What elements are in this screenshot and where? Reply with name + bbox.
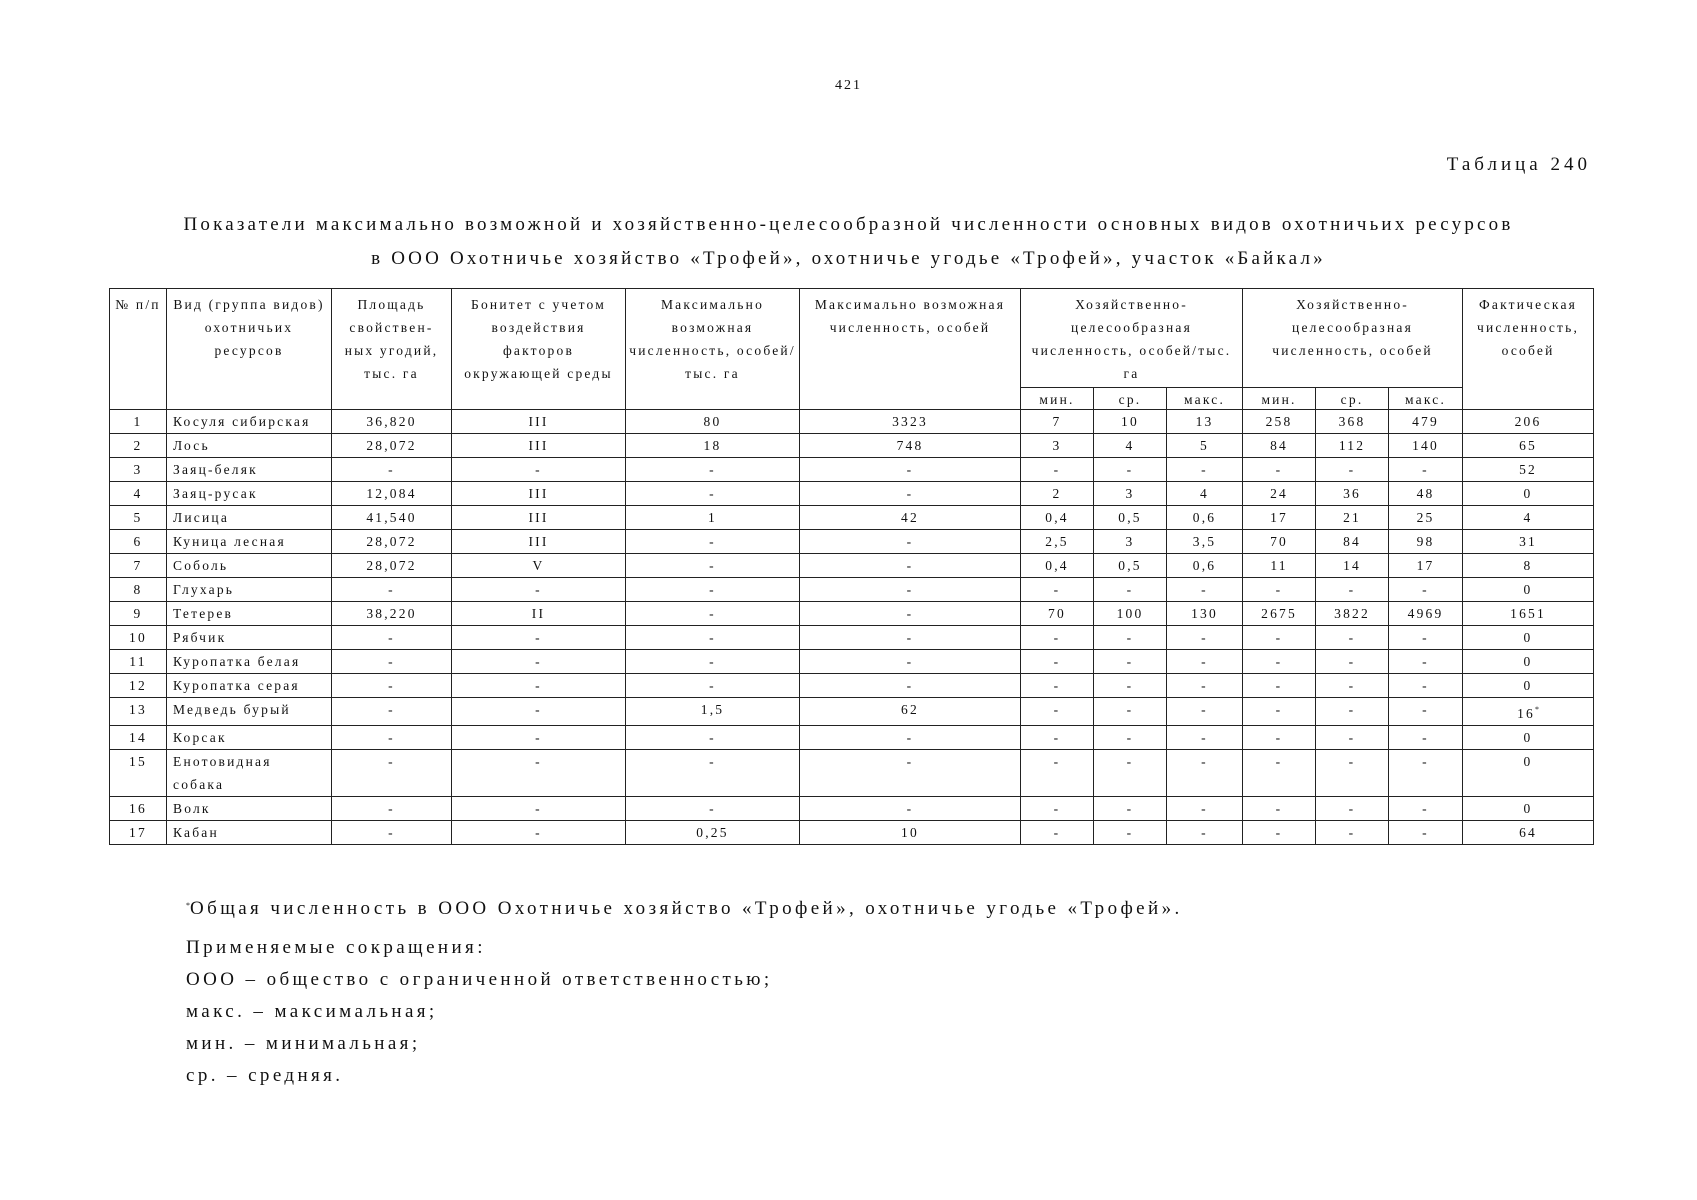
cell-density-avg: 0,5 (1094, 554, 1167, 578)
cell-bonitet: II (452, 602, 626, 626)
cell-max-count: - (800, 530, 1021, 554)
cell-count-max: 479 (1389, 410, 1463, 434)
cell-count-min: 11 (1243, 554, 1316, 578)
cell-num: 11 (110, 650, 167, 674)
cell-count-min: 84 (1243, 434, 1316, 458)
header-num: № п/п (110, 289, 167, 410)
cell-density-max: 3,5 (1167, 530, 1243, 554)
cell-density-avg: - (1094, 797, 1167, 821)
table-row (110, 698, 1594, 726)
cell-species: Соболь (167, 554, 332, 578)
cell-density-avg: 10 (1094, 410, 1167, 434)
cell-density-avg: - (1094, 578, 1167, 602)
cell-density-min: 70 (1021, 602, 1094, 626)
cell-bonitet: III (452, 506, 626, 530)
cell-bonitet: V (452, 554, 626, 578)
cell-bonitet: - (452, 578, 626, 602)
cell-count-max: 4969 (1389, 602, 1463, 626)
cell-density-avg: 0,5 (1094, 506, 1167, 530)
cell-density-min: - (1021, 578, 1094, 602)
cell-density-max: - (1167, 674, 1243, 698)
cell-area: 12,084 (332, 482, 452, 506)
cell-count-min: 24 (1243, 482, 1316, 506)
cell-max-density: 18 (626, 434, 800, 458)
cell-num: 1 (110, 410, 167, 434)
footnote-mark: * (186, 901, 190, 910)
cell-max-count: - (800, 482, 1021, 506)
cell-actual: 1651 (1463, 602, 1594, 626)
cell-area: - (332, 458, 452, 482)
cell-species: Кабан (167, 821, 332, 845)
cell-density-max: - (1167, 458, 1243, 482)
cell-density-min: - (1021, 821, 1094, 845)
cell-count-min: - (1243, 797, 1316, 821)
cell-count-avg: - (1316, 821, 1389, 845)
cell-density-max: 5 (1167, 434, 1243, 458)
cell-num: 6 (110, 530, 167, 554)
cell-count-avg: 21 (1316, 506, 1389, 530)
cell-area: - (332, 650, 452, 674)
cell-max-count: 62 (800, 698, 1021, 726)
abbreviations-title: Применяемые сокращения: (186, 937, 486, 958)
cell-count-avg: 14 (1316, 554, 1389, 578)
table-row (110, 626, 1594, 650)
table-row (110, 726, 1594, 750)
cell-density-avg: - (1094, 750, 1167, 797)
cell-count-max: 25 (1389, 506, 1463, 530)
cell-density-avg: - (1094, 650, 1167, 674)
cell-max-density: - (626, 578, 800, 602)
cell-count-min: - (1243, 726, 1316, 750)
cell-bonitet: - (452, 750, 626, 797)
cell-area: 41,540 (332, 506, 452, 530)
cell-num: 14 (110, 726, 167, 750)
cell-count-avg: - (1316, 458, 1389, 482)
cell-count-avg: 36 (1316, 482, 1389, 506)
cell-actual: 52 (1463, 458, 1594, 482)
table-row (110, 650, 1594, 674)
cell-max-count: - (800, 458, 1021, 482)
cell-count-max: - (1389, 578, 1463, 602)
cell-count-avg: - (1316, 578, 1389, 602)
table-row (110, 578, 1594, 602)
cell-count-max: - (1389, 797, 1463, 821)
cell-count-avg: - (1316, 626, 1389, 650)
cell-bonitet: - (452, 698, 626, 726)
cell-count-max: - (1389, 750, 1463, 797)
cell-count-avg: - (1316, 674, 1389, 698)
cell-species: Лисица (167, 506, 332, 530)
cell-density-avg: - (1094, 674, 1167, 698)
cell-density-max: - (1167, 750, 1243, 797)
cell-density-max: 13 (1167, 410, 1243, 434)
cell-density-min: - (1021, 750, 1094, 797)
cell-density-avg: - (1094, 626, 1167, 650)
cell-num: 12 (110, 674, 167, 698)
cell-count-min: - (1243, 698, 1316, 726)
cell-bonitet: III (452, 530, 626, 554)
cell-bonitet: - (452, 726, 626, 750)
cell-max-density: - (626, 797, 800, 821)
cell-species: Тетерев (167, 602, 332, 626)
cell-area: 28,072 (332, 530, 452, 554)
cell-density-avg: 3 (1094, 530, 1167, 554)
cell-density-min: - (1021, 650, 1094, 674)
cell-density-min: 0,4 (1021, 554, 1094, 578)
cell-count-min: - (1243, 750, 1316, 797)
cell-density-max: - (1167, 821, 1243, 845)
cell-bonitet: III (452, 434, 626, 458)
cell-num: 4 (110, 482, 167, 506)
cell-count-avg: 84 (1316, 530, 1389, 554)
cell-num: 15 (110, 750, 167, 797)
cell-count-avg: - (1316, 726, 1389, 750)
cell-count-max: - (1389, 726, 1463, 750)
cell-max-density: 1 (626, 506, 800, 530)
cell-area: - (332, 578, 452, 602)
cell-density-min: - (1021, 458, 1094, 482)
cell-actual: 0 (1463, 750, 1594, 797)
cell-actual: 64 (1463, 821, 1594, 845)
cell-count-avg: 112 (1316, 434, 1389, 458)
header-density-min: мин. (1021, 388, 1094, 410)
cell-count-min: - (1243, 626, 1316, 650)
cell-density-avg: - (1094, 726, 1167, 750)
cell-density-min: 7 (1021, 410, 1094, 434)
cell-bonitet: - (452, 797, 626, 821)
header-count-min: мин. (1243, 388, 1316, 410)
cell-max-density: - (626, 650, 800, 674)
cell-density-max: 0,6 (1167, 554, 1243, 578)
cell-bonitet: - (452, 674, 626, 698)
header-max-density: Максимально возможная численность, особей/тыс. га (626, 289, 800, 410)
cell-actual: 0 (1463, 726, 1594, 750)
cell-count-max: - (1389, 650, 1463, 674)
cell-actual: 31 (1463, 530, 1594, 554)
cell-species: Куропатка белая (167, 650, 332, 674)
cell-max-count: - (800, 750, 1021, 797)
cell-actual: 206 (1463, 410, 1594, 434)
cell-area: - (332, 674, 452, 698)
cell-species: Корсак (167, 726, 332, 750)
cell-area: - (332, 698, 452, 726)
cell-species: Куропатка серая (167, 674, 332, 698)
cell-count-min: 258 (1243, 410, 1316, 434)
cell-species: Заяц-русак (167, 482, 332, 506)
cell-max-count: - (800, 797, 1021, 821)
cell-max-count: 42 (800, 506, 1021, 530)
cell-count-max: - (1389, 626, 1463, 650)
cell-count-max: 17 (1389, 554, 1463, 578)
cell-species: Косуля сибирская (167, 410, 332, 434)
cell-species: Глухарь (167, 578, 332, 602)
cell-count-min: - (1243, 578, 1316, 602)
table-label: Таблица 240 (1446, 154, 1591, 175)
cell-species: Волк (167, 797, 332, 821)
header-eco-density: Хозяйственно-целесообразная численность, особей/тыс. га (1021, 289, 1243, 388)
cell-max-density: 80 (626, 410, 800, 434)
cell-max-count: - (800, 674, 1021, 698)
cell-count-avg: - (1316, 650, 1389, 674)
cell-max-count: - (800, 726, 1021, 750)
cell-count-avg: 3822 (1316, 602, 1389, 626)
cell-num: 10 (110, 626, 167, 650)
cell-max-count: 748 (800, 434, 1021, 458)
cell-bonitet: III (452, 410, 626, 434)
cell-num: 9 (110, 602, 167, 626)
cell-max-count: - (800, 602, 1021, 626)
cell-density-avg: 4 (1094, 434, 1167, 458)
cell-count-min: - (1243, 458, 1316, 482)
table-row (110, 530, 1594, 554)
cell-max-density: - (626, 482, 800, 506)
table-row (110, 410, 1594, 434)
cell-count-max: 48 (1389, 482, 1463, 506)
cell-actual: 8 (1463, 554, 1594, 578)
cell-max-density: - (626, 554, 800, 578)
cell-max-density: 0,25 (626, 821, 800, 845)
header-bonitet: Бонитет с учетом воздействия факторов окружающей среды (452, 289, 626, 410)
cell-bonitet: - (452, 626, 626, 650)
footnote-text: Общая численность в ООО Охотничье хозяйство «Трофей», охотничье угодье «Трофей». (190, 898, 1183, 919)
header-count-max: макс. (1389, 388, 1463, 410)
cell-actual: 4 (1463, 506, 1594, 530)
cell-max-density: - (626, 750, 800, 797)
cell-max-density: - (626, 530, 800, 554)
cell-actual: 65 (1463, 434, 1594, 458)
cell-max-count: 3323 (800, 410, 1021, 434)
cell-species: Лось (167, 434, 332, 458)
cell-density-avg: - (1094, 698, 1167, 726)
cell-density-avg: - (1094, 458, 1167, 482)
cell-density-max: 0,6 (1167, 506, 1243, 530)
cell-area: - (332, 626, 452, 650)
header-eco-count: Хозяйственно-целесообразная численность, особей (1243, 289, 1463, 388)
cell-density-min: - (1021, 726, 1094, 750)
table-row (110, 482, 1594, 506)
cell-count-avg: - (1316, 750, 1389, 797)
cell-max-density: - (626, 626, 800, 650)
footnote (186, 898, 1183, 920)
cell-area: - (332, 797, 452, 821)
abbreviation-item: мин. – минимальная; (186, 1033, 421, 1054)
cell-bonitet: - (452, 650, 626, 674)
cell-area: - (332, 726, 452, 750)
cell-bonitet: - (452, 821, 626, 845)
cell-density-max: - (1167, 698, 1243, 726)
cell-density-max: - (1167, 726, 1243, 750)
cell-num: 17 (110, 821, 167, 845)
header-density-avg: ср. (1094, 388, 1167, 410)
table-row (110, 458, 1594, 482)
cell-bonitet: - (452, 458, 626, 482)
cell-actual: 0 (1463, 650, 1594, 674)
footnote-ref: * (1534, 705, 1539, 714)
cell-area: - (332, 821, 452, 845)
cell-area: - (332, 750, 452, 797)
cell-num: 5 (110, 506, 167, 530)
cell-count-avg: - (1316, 698, 1389, 726)
cell-max-density: - (626, 674, 800, 698)
cell-count-max: 98 (1389, 530, 1463, 554)
cell-density-min: - (1021, 626, 1094, 650)
cell-max-density: 1,5 (626, 698, 800, 726)
table-row (110, 821, 1594, 845)
cell-num: 8 (110, 578, 167, 602)
header-density-max: макс. (1167, 388, 1243, 410)
cell-species: Енотовидная собака (167, 750, 332, 797)
cell-density-min: 2,5 (1021, 530, 1094, 554)
cell-actual: 0 (1463, 626, 1594, 650)
cell-count-max: - (1389, 458, 1463, 482)
cell-density-max: - (1167, 650, 1243, 674)
cell-density-min: - (1021, 698, 1094, 726)
cell-max-density: - (626, 458, 800, 482)
cell-actual: 0 (1463, 674, 1594, 698)
cell-actual (1463, 698, 1594, 726)
header-area: Площадь свойствен-ных угодий, тыс. га (332, 289, 452, 410)
actual-value: 16 (1517, 706, 1535, 721)
abbreviation-item: ООО – общество с ограниченной ответственностью; (186, 969, 773, 990)
cell-species: Рябчик (167, 626, 332, 650)
header-species: Вид (группа видов) охотничьих ресурсов (167, 289, 332, 410)
header-actual: Фактическая численность, особей (1463, 289, 1594, 410)
cell-max-density: - (626, 726, 800, 750)
document-title (60, 208, 1637, 276)
cell-count-min: - (1243, 821, 1316, 845)
table-row (110, 602, 1594, 626)
cell-max-count: - (800, 650, 1021, 674)
cell-area: 28,072 (332, 434, 452, 458)
cell-density-max: - (1167, 626, 1243, 650)
table-row (110, 434, 1594, 458)
cell-density-min: - (1021, 797, 1094, 821)
abbreviation-item: макс. – максимальная; (186, 1001, 438, 1022)
cell-count-max: - (1389, 698, 1463, 726)
cell-density-avg: - (1094, 821, 1167, 845)
table-body (110, 410, 1594, 845)
cell-max-density: - (626, 602, 800, 626)
cell-count-min: 70 (1243, 530, 1316, 554)
cell-max-count: - (800, 554, 1021, 578)
cell-count-avg: - (1316, 797, 1389, 821)
cell-num: 13 (110, 698, 167, 726)
table-row (110, 797, 1594, 821)
notes (186, 898, 1183, 1092)
table-row (110, 674, 1594, 698)
title-line-1: Показатели максимально возможной и хозяйственно-целесообразной численности основных видов охотничьих ресурсов (183, 214, 1514, 235)
header-count-avg: ср. (1316, 388, 1389, 410)
cell-num: 2 (110, 434, 167, 458)
cell-num: 3 (110, 458, 167, 482)
cell-species: Заяц-беляк (167, 458, 332, 482)
cell-num: 16 (110, 797, 167, 821)
cell-count-max: - (1389, 821, 1463, 845)
cell-density-max: - (1167, 578, 1243, 602)
cell-density-min: - (1021, 674, 1094, 698)
cell-species: Медведь бурый (167, 698, 332, 726)
cell-area: 28,072 (332, 554, 452, 578)
cell-density-avg: 100 (1094, 602, 1167, 626)
cell-density-max: - (1167, 797, 1243, 821)
cell-density-max: 4 (1167, 482, 1243, 506)
cell-num: 7 (110, 554, 167, 578)
cell-density-min: 3 (1021, 434, 1094, 458)
cell-count-avg: 368 (1316, 410, 1389, 434)
species-table (109, 288, 1594, 845)
cell-actual: 0 (1463, 578, 1594, 602)
table-row (110, 506, 1594, 530)
cell-species: Куница лесная (167, 530, 332, 554)
cell-count-max: - (1389, 674, 1463, 698)
cell-count-min: - (1243, 674, 1316, 698)
cell-density-min: 0,4 (1021, 506, 1094, 530)
cell-count-min: - (1243, 650, 1316, 674)
cell-density-max: 130 (1167, 602, 1243, 626)
title-line-2: в ООО Охотничье хозяйство «Трофей», охотничье угодье «Трофей», участок «Байкал» (371, 248, 1326, 269)
cell-bonitet: III (452, 482, 626, 506)
header-max-count: Максимально возможная численность, особей (800, 289, 1021, 410)
cell-count-min: 2675 (1243, 602, 1316, 626)
table-row (110, 750, 1594, 797)
abbreviation-item: ср. – средняя. (186, 1065, 344, 1086)
cell-actual: 0 (1463, 797, 1594, 821)
table-row (110, 554, 1594, 578)
cell-density-min: 2 (1021, 482, 1094, 506)
cell-density-avg: 3 (1094, 482, 1167, 506)
cell-count-min: 17 (1243, 506, 1316, 530)
cell-count-max: 140 (1389, 434, 1463, 458)
page-number: 421 (835, 78, 862, 93)
cell-max-count: - (800, 626, 1021, 650)
cell-area: 36,820 (332, 410, 452, 434)
cell-area: 38,220 (332, 602, 452, 626)
cell-max-count: - (800, 578, 1021, 602)
cell-max-count: 10 (800, 821, 1021, 845)
cell-actual: 0 (1463, 482, 1594, 506)
